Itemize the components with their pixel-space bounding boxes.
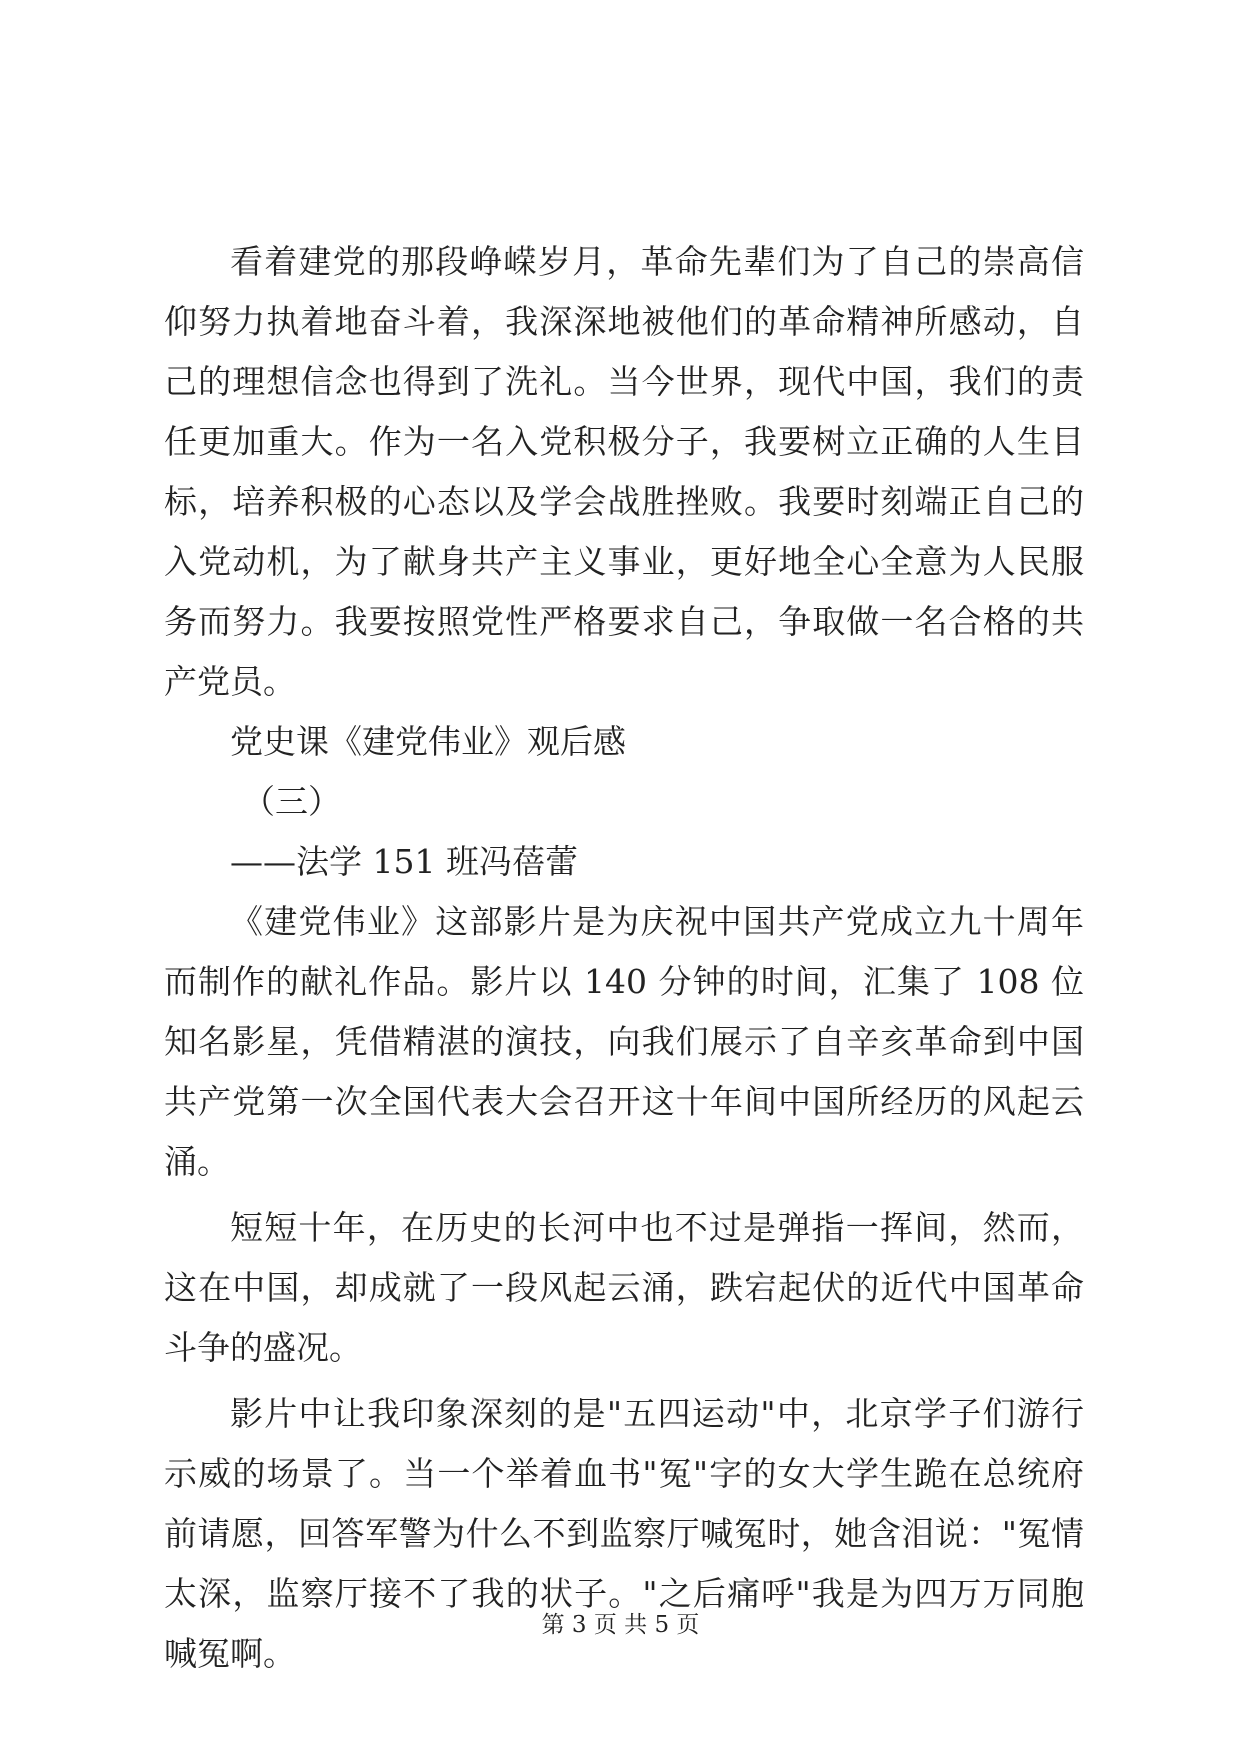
section-title: 党史课《建党伟业》观后感 (230, 722, 626, 761)
page-footer: 第 3 页 共 5 页 (541, 1612, 700, 1638)
paragraph-film-intro: 《建党伟业》这部影片是为庆祝中国共产党成立九十周年而制作的献礼作品。影片以 140 分钟的时间，汇集了 108 位知名影星，凭借精湛的演技，向我们展示了自辛亥革命到中国共产党第一次全国代表大会召开这十年间中国所经历的风起云涌。 (164, 902, 1084, 1181)
author-line: ——法学 151 班冯蓓蕾 (230, 842, 578, 881)
paragraph-may-fourth: 影片中让我印象深刻的是"五四运动"中，北京学子们游行示威的场景了。当一个举着血书"冤"字的女大学生跪在总统府前请愿，回答军警为什么不到监察厅喊冤时，她含泪说："冤情太深，监察厅接不了我的状子。"之后痛呼"我是为四万万同胞喊冤啊。 (164, 1394, 1084, 1673)
document-body (164, 232, 1084, 1684)
paragraph-reflection: 看着建党的那段峥嵘岁月，革命先辈们为了自己的崇高信仰努力执着地奋斗着，我深深地被他们的革命精神所感动，自己的理想信念也得到了洗礼。当今世界，现代中国，我们的责任更加重大。作为一名入党积极分子，我要树立正确的人生目标，培养积极的心态以及学会战胜挫败。我要时刻端正自己的入党动机，为了献身共产主义事业，更好地全心全意为人民服务而努力。我要按照党性严格要求自己，争取做一名合格的共产党员。 (164, 242, 1084, 701)
section-number: （三） (242, 782, 341, 821)
paragraph-ten-years: 短短十年，在历史的长河中也不过是弹指一挥间，然而，这在中国，却成就了一段风起云涌，跌宕起伏的近代中国革命斗争的盛况。 (164, 1208, 1084, 1367)
